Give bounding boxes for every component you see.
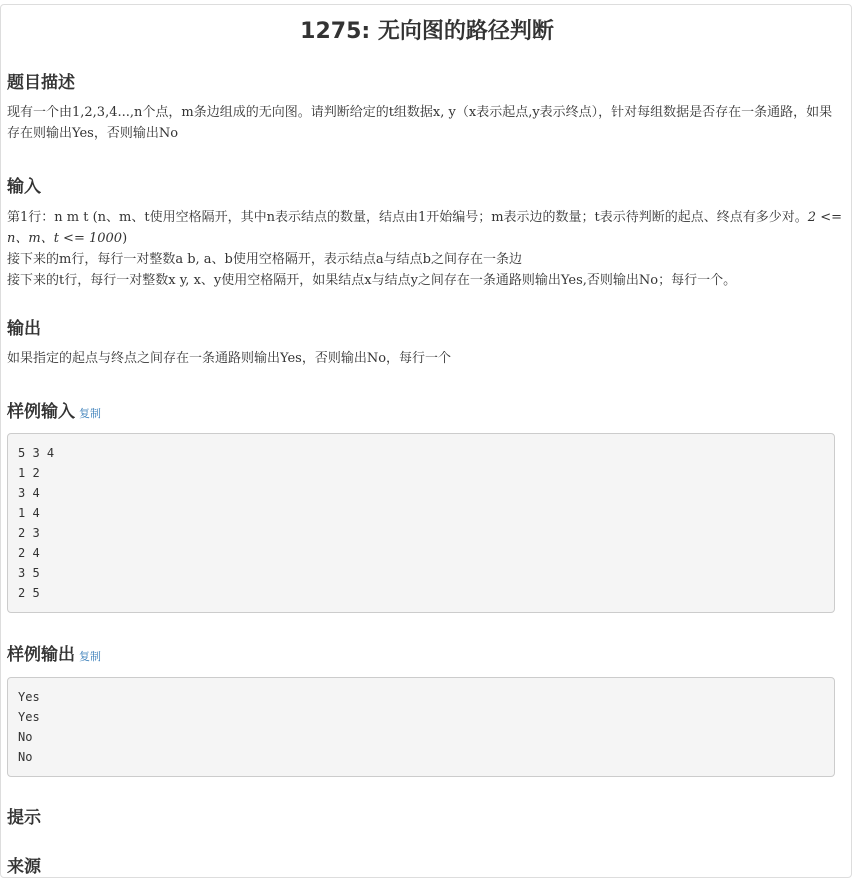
sample-output-box[interactable]: Yes Yes No No [7,677,835,777]
input-line-3: 接下来的t行，每行一对整数x y, x、y使用空格隔开，如果结点x与结点y之间存在一条通路则输出Yes,否则输出No；每行一个。 [7,273,737,288]
sample-output-heading-label: 样例输出 [7,645,75,665]
description-paragraph: 现有一个由1,2,3,4...,n个点，m条边组成的无向图。请判断给定的t组数据x, y（x表示起点,y表示终点），针对每组数据是否存在一条通路，如果存在则输出Yes，否则输出No [7,105,833,141]
input-constraint-math: 2 <= n、m、t <= 1000 [7,210,842,246]
output-heading: 输出 [7,319,41,339]
hint-heading: 提示 [7,808,41,828]
input-line-2: 接下来的m行，每行一对整数a b, a、b使用空格隔开，表示结点a与结点b之间存在一条边 [7,252,522,267]
sample-input-heading [7,397,101,422]
source-heading: 来源 [7,857,41,877]
output-text [7,348,842,369]
input-text [7,207,842,291]
sample-input-box[interactable]: 5 3 4 1 2 3 4 1 4 2 3 2 4 3 5 2 5 [7,433,835,613]
input-heading: 输入 [7,177,41,197]
output-paragraph: 如果指定的起点与终点之间存在一条通路则输出Yes，否则输出No，每行一个 [7,351,452,366]
description-heading: 题目描述 [7,73,75,93]
problem-panel [0,4,852,878]
problem-title: 1275: 无向图的路径判断 [300,19,554,44]
sample-input-copy-link[interactable]: 复制 [79,407,101,420]
input-line-1-text: 第1行：n m t (n、m、t使用空格隔开，其中n表示结点的数量，结点由1开始编号；m表示边的数量；t表示待判断的起点、终点有多少对。 [7,210,808,225]
input-line-1-close: ) [122,231,128,246]
sample-input-heading-label: 样例输入 [7,402,75,422]
description-text [7,102,842,144]
input-line-1 [7,207,842,249]
sample-output-copy-link[interactable]: 复制 [79,650,101,663]
sample-output-heading [7,640,101,665]
